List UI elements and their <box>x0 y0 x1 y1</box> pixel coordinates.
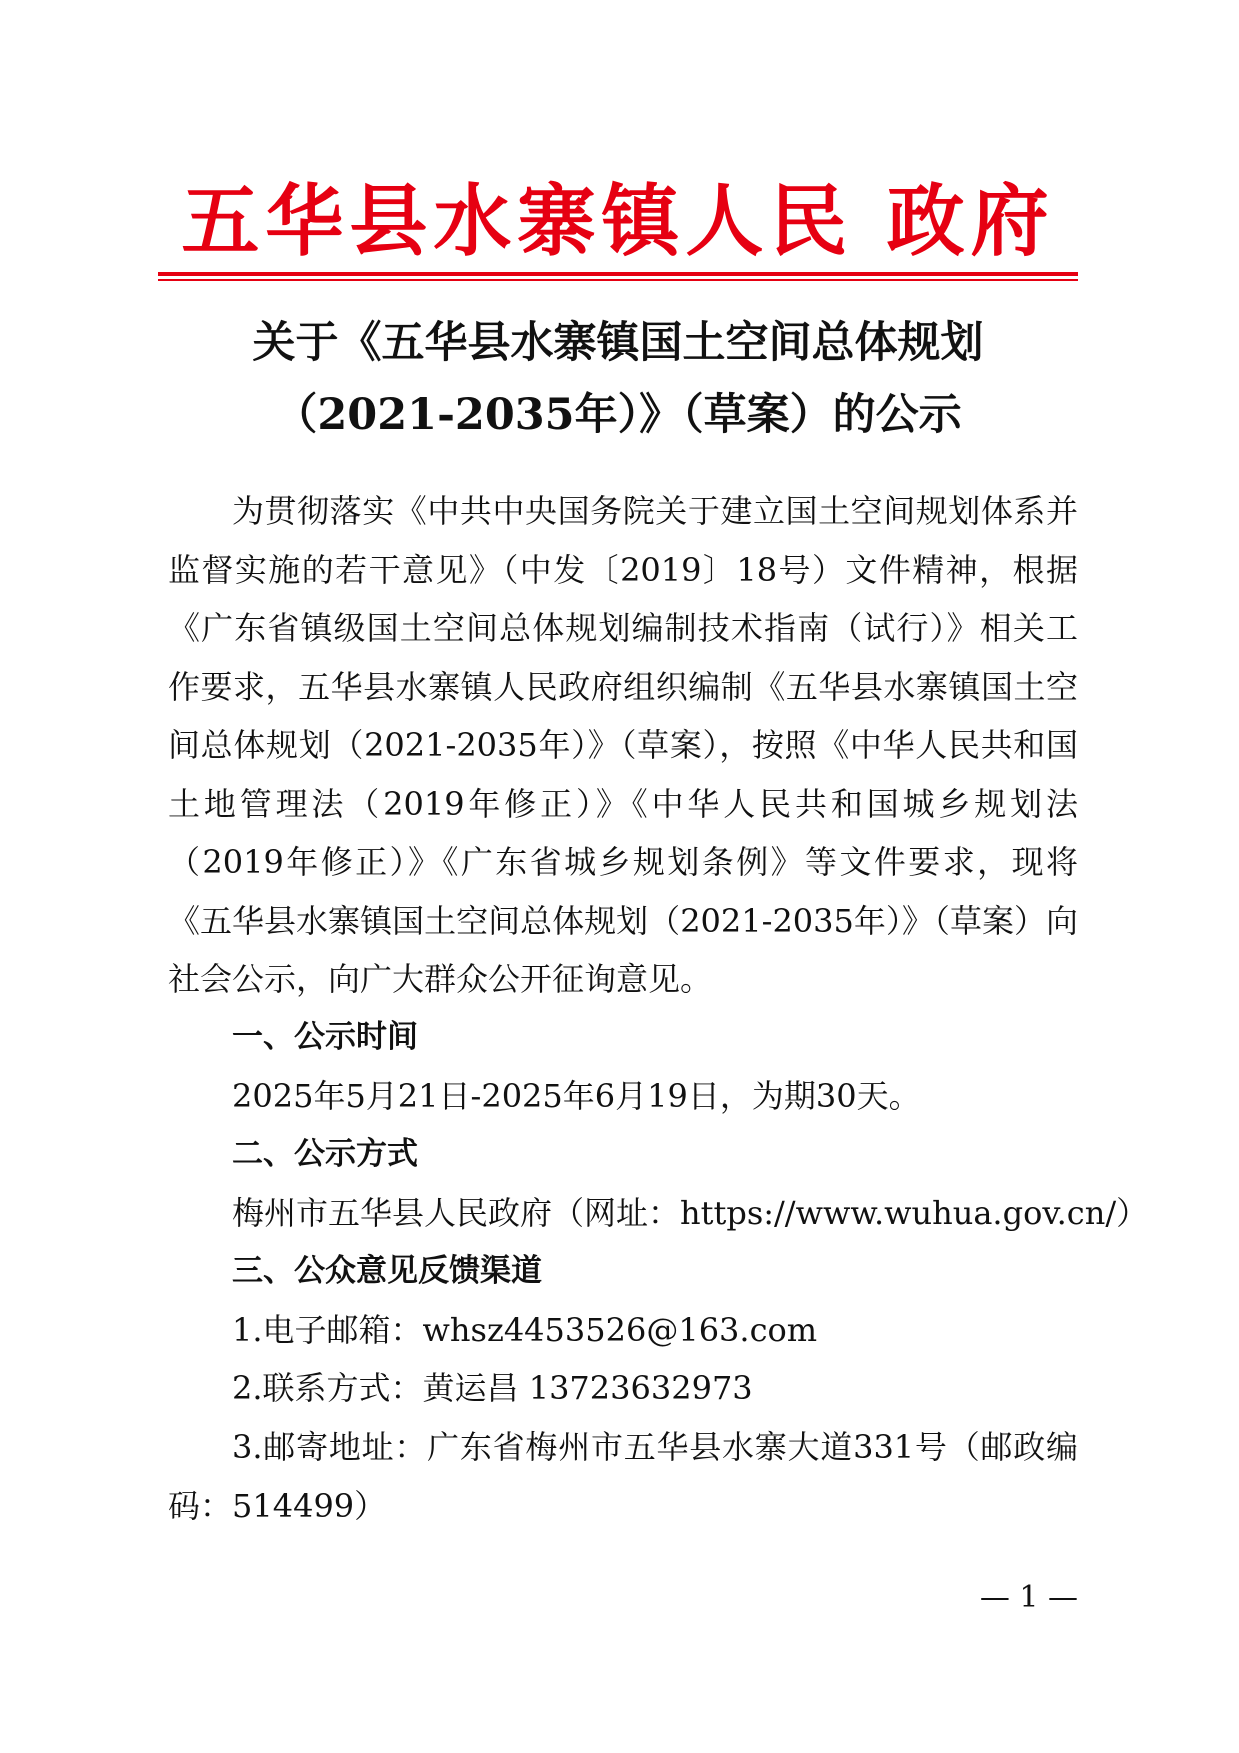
feedback-address: 3.邮寄地址：广东省梅州市五华县水寨大道331号（邮政编码：514499） <box>168 1428 1078 1525</box>
document-title-line-2: （2021-2035年）》（草案）的公示 <box>274 390 962 440</box>
letterhead-title: 五华县水寨镇人民 政府 <box>181 177 1055 267</box>
document-title-line-1: 关于《五华县水寨镇国土空间总体规划 <box>252 318 984 368</box>
section-heading-feedback: 三、公众意见反馈渠道 <box>232 1253 542 1289</box>
feedback-contact: 2.联系方式：黄运昌 13723632973 <box>232 1369 753 1407</box>
section-heading-time: 一、公示时间 <box>232 1019 418 1055</box>
section-text-time: 2025年5月21日-2025年6月19日，为期30天。 <box>232 1077 921 1115</box>
section-text-method: 梅州市五华县人民政府（网址：https://www.wuhua.gov.cn/） <box>232 1194 1149 1232</box>
letterhead-red-rule-thin <box>158 279 1078 281</box>
letterhead-red-rule-thick <box>158 272 1078 276</box>
section-heading-method: 二、公示方式 <box>232 1136 418 1172</box>
feedback-email: 1.电子邮箱：whsz4453526@163.com <box>232 1311 818 1349</box>
intro-paragraph: 为贯彻落实《中共中央国务院关于建立国土空间规划体系并监督实施的若干意见》（中发〔2019〕18号）文件精神，根据《广东省镇级国土空间总体规划编制技术指南（试行）》相关工作要求，五华县水寨镇人民政府组织编制《五华县水寨镇国土空间总体规划（2021-2035年）》（草案），按照《中华人民共和国土地管理法（2019年修正）》《中华人民共和国城乡规划法（2019年修正）》《广东省城乡规划条例》等文件要求，现将《五华县水寨镇国土空间总体规划（2021-2035年）》（草案）向社会公示，向广大群众公开征询意见。 <box>168 492 1078 998</box>
page-number: — 1 — <box>979 1580 1078 1615</box>
